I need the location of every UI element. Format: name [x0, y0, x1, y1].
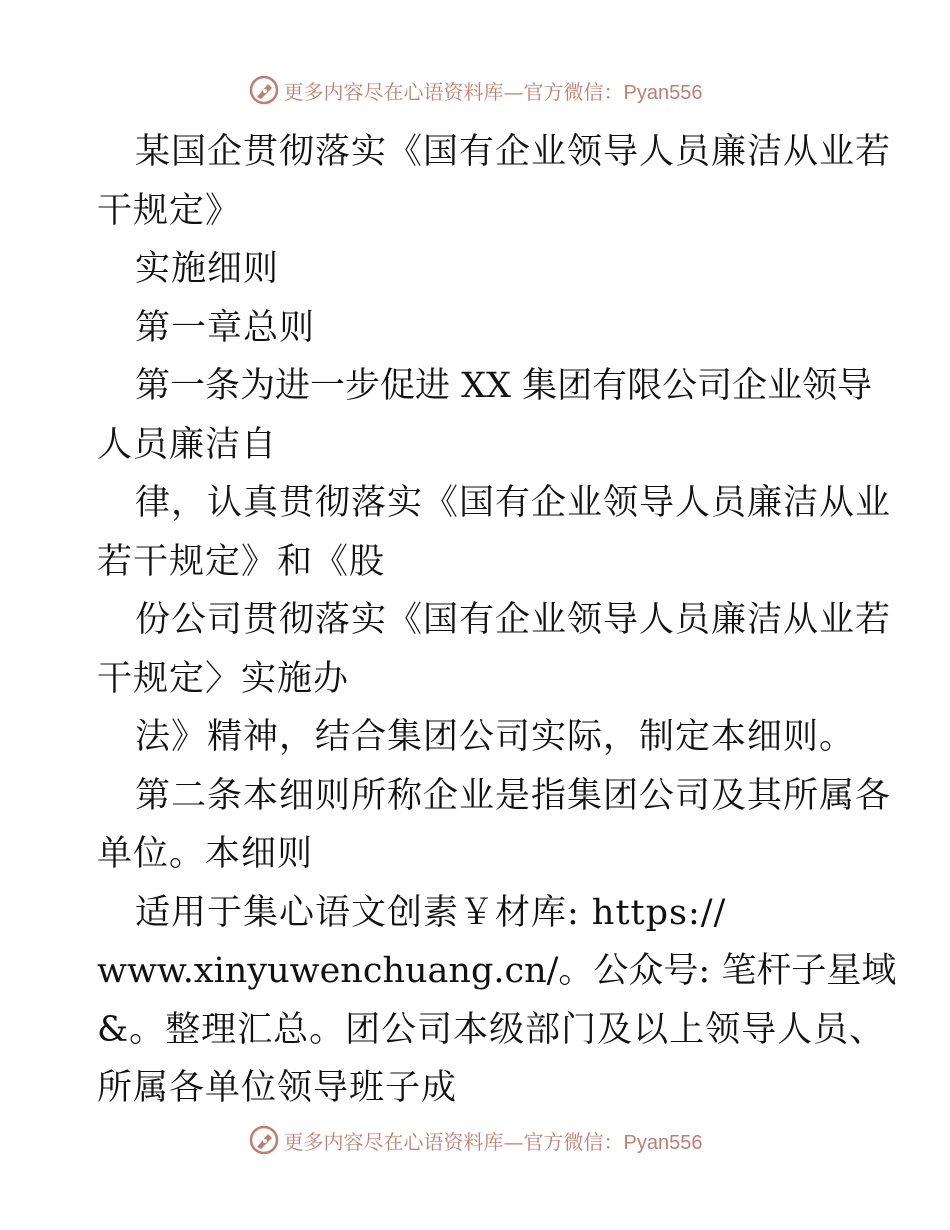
doc-line: 适用于集心语文创素￥材库: https:// — [135, 892, 727, 933]
doc-line: 第二条本细则所称企业是指集团公司及其所属各 — [135, 775, 892, 816]
pen-nib-logo-icon — [248, 74, 280, 106]
doc-line: 若干规定》和《股 — [97, 541, 386, 582]
doc-line: 第一章总则 — [135, 307, 316, 348]
header-watermark-text: 更多内容尽在心语资料库—官方微信：Pyan556 — [283, 79, 703, 104]
pen-nib-logo-icon — [248, 1124, 280, 1156]
doc-line: 律，认真贯彻落实《国有企业领导人员廉洁从业 — [135, 483, 892, 523]
document-body — [97, 123, 897, 1118]
doc-line: 干规定〉实施办 — [97, 658, 350, 699]
doc-line: 单位。本细则 — [97, 834, 314, 874]
doc-line: 所属各单位领导班子成 — [97, 1068, 458, 1108]
header-watermark-banner — [0, 70, 950, 110]
doc-line: 人员廉洁自 — [97, 424, 278, 465]
header-watermark-handle: Pyan556 — [623, 81, 703, 104]
doc-line: &。整理汇总。团公司本级部门及以上领导人员、 — [97, 1009, 886, 1050]
doc-line: 干规定》 — [97, 190, 242, 231]
doc-line: 份公司贯彻落实《国有企业领导人员廉洁从业若 — [135, 600, 892, 640]
footer-watermark-text: 更多内容尽在心语资料库—官方微信：Pyan556 — [283, 1129, 703, 1154]
doc-line: 某国企贯彻落实《国有企业领导人员廉洁从业若 — [135, 132, 892, 172]
doc-line: 第一条为进一步促进 XX 集团有限公司企业领导 — [135, 366, 873, 406]
footer-watermark-handle: Pyan556 — [623, 1131, 703, 1154]
doc-line: www.xinyuwenchuang.cn/。公众号: 笔杆子星域 — [97, 951, 897, 991]
doc-line: 法》精神，结合集团公司实际，制定本细则。 — [135, 717, 856, 757]
doc-line: 实施细则 — [135, 249, 280, 289]
footer-watermark-banner — [0, 1120, 950, 1160]
